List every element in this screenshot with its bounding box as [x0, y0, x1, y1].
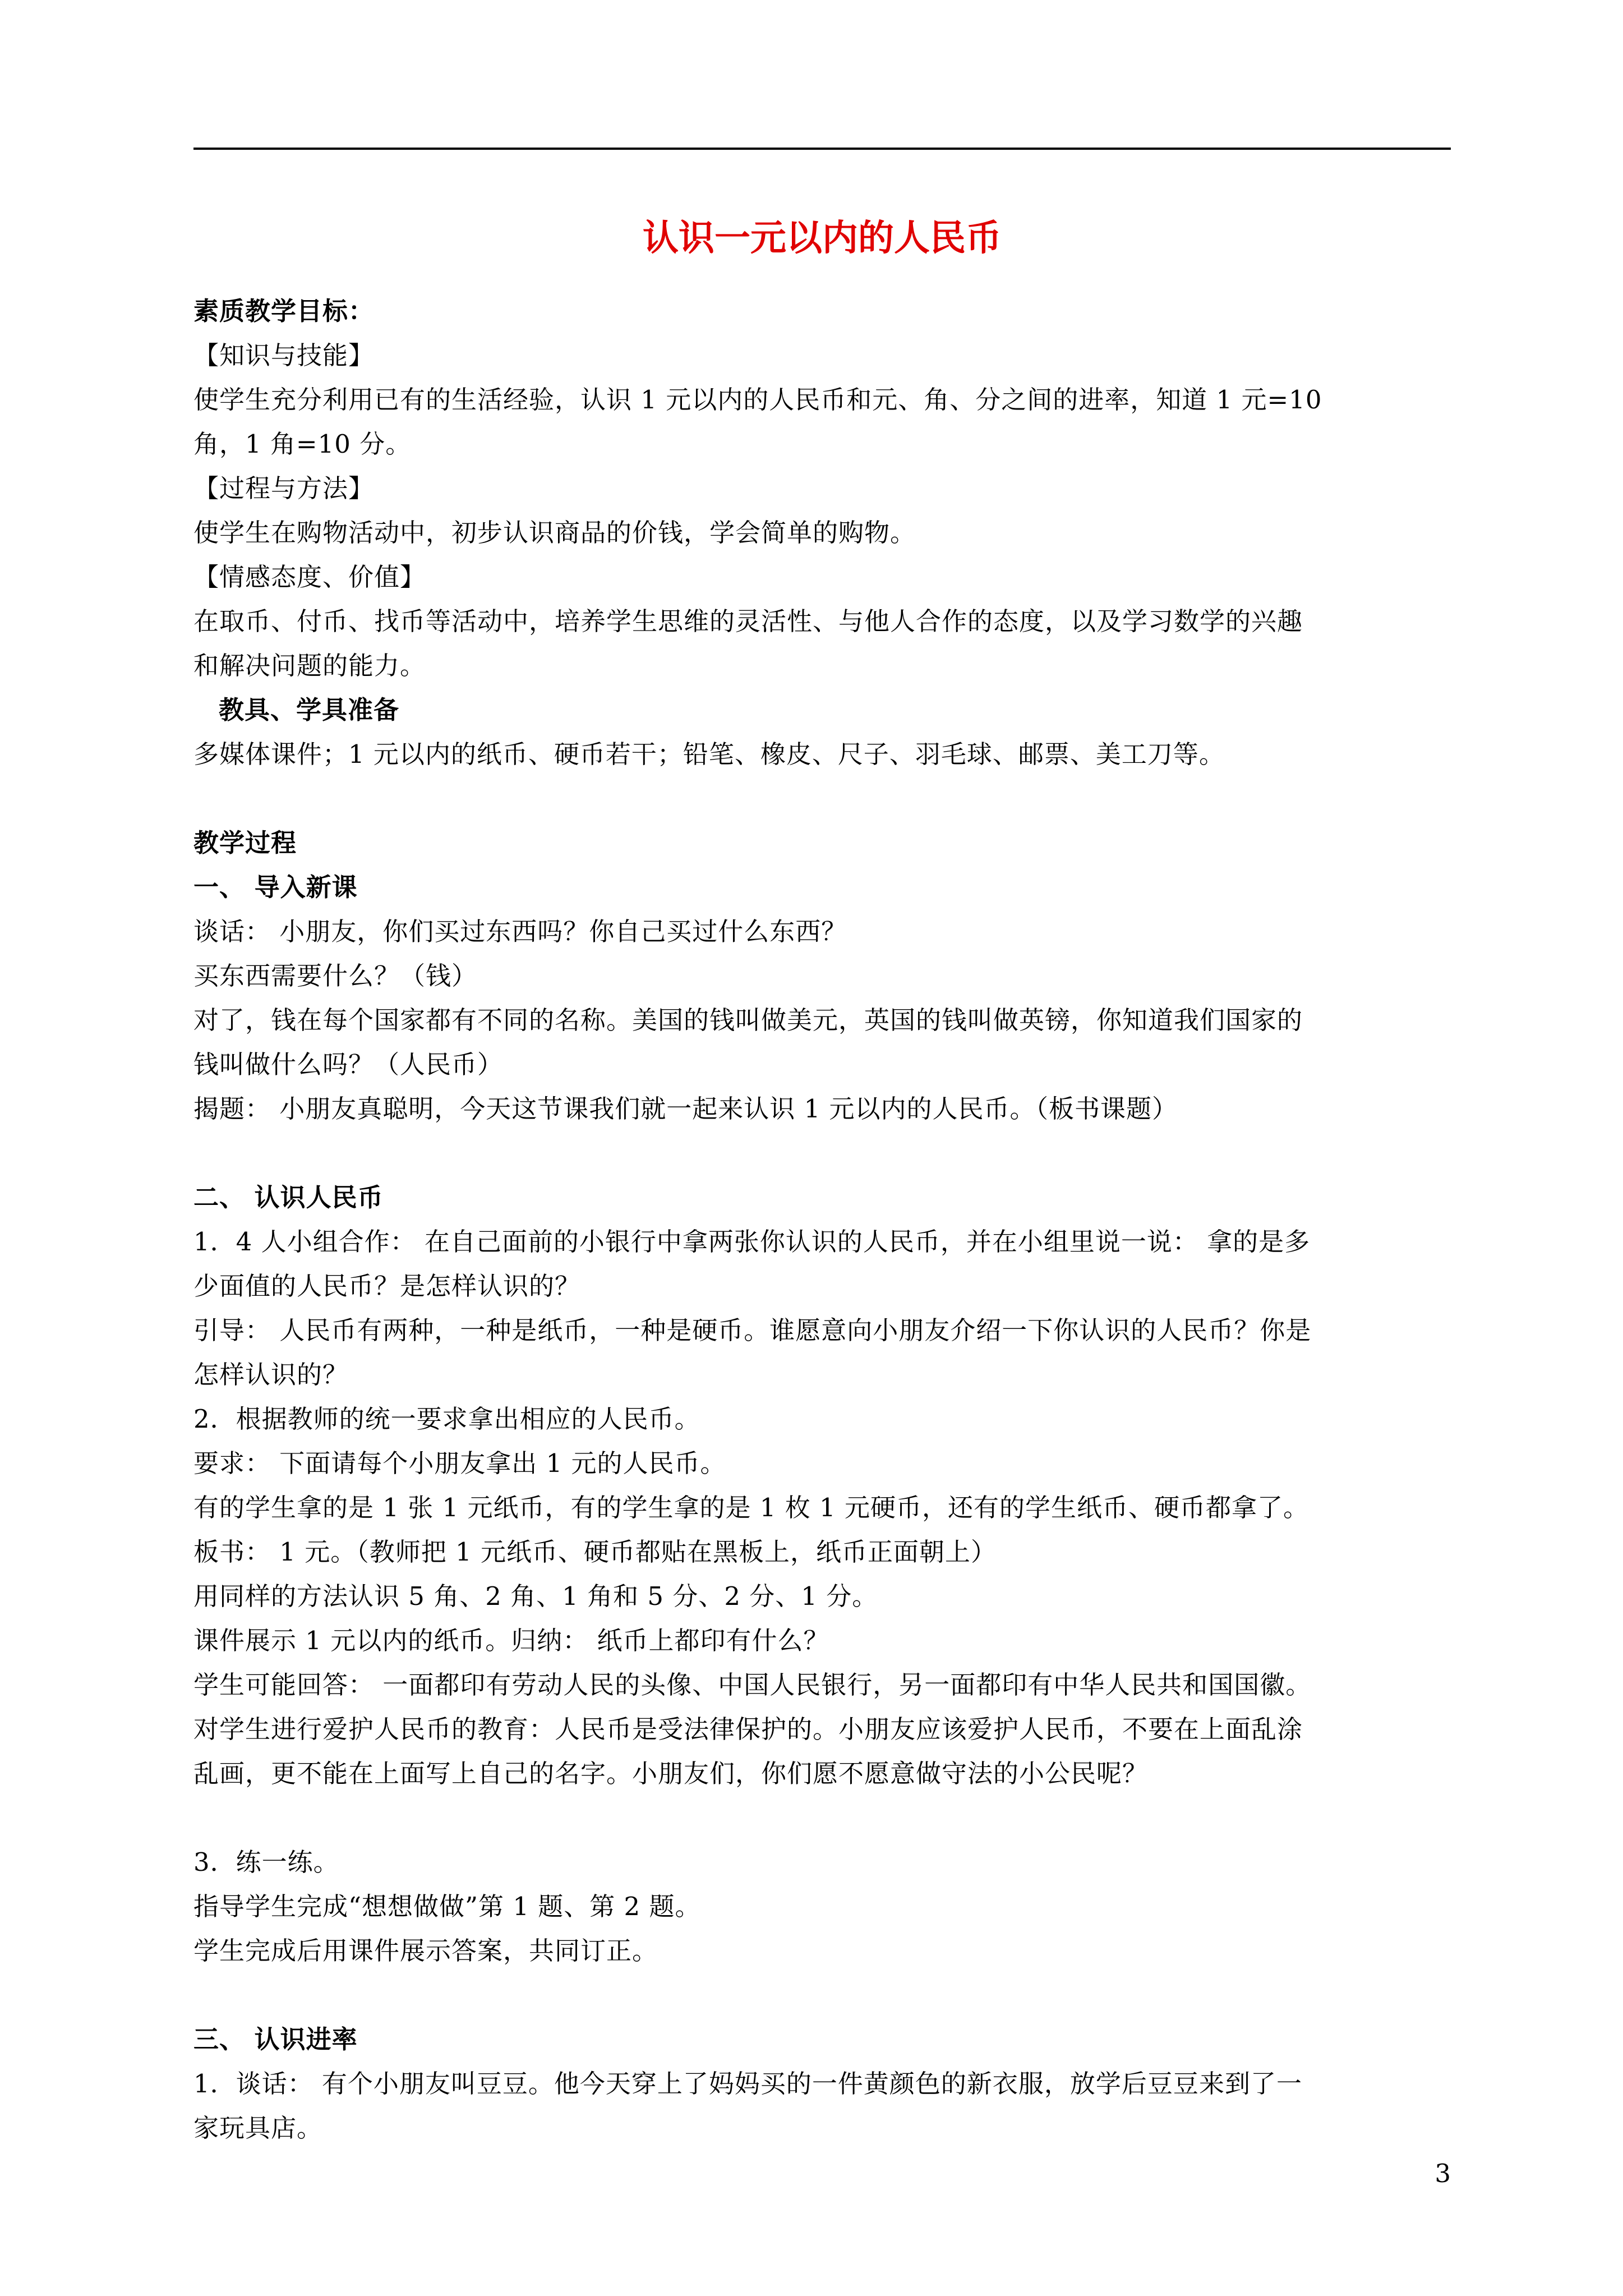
blank-line — [193, 776, 1451, 821]
paragraph-line: 乱画，更不能在上面写上自己的名字。小朋友们，你们愿不愿意做守法的小公民呢？ — [193, 1759, 1149, 1788]
paragraph-line: 1．4 人小组合作： 在自己面前的小银行中拿两张你认识的人民币，并在小组里说一说： 拿的是多 — [193, 1227, 1311, 1257]
section-heading-process: 教学过程 — [193, 828, 297, 858]
subheading-attitude: 【情感态度、价值】 — [193, 562, 426, 592]
paragraph-line: 使学生充分利用已有的生活经验，认识 1 元以内的人民币和元、角、分之间的进率，知道 1 元=10 — [193, 385, 1322, 415]
paragraph-line: 买东西需要什么？（钱） — [193, 961, 478, 991]
subheading-knowledge: 【知识与技能】 — [193, 341, 375, 370]
section-heading-goals: 素质教学目标： — [193, 296, 375, 326]
paragraph-line: 1．谈话： 有个小朋友叫豆豆。他今天穿上了妈妈买的一件黄颜色的新衣服，放学后豆豆来到了一 — [193, 2069, 1302, 2099]
section-heading-rmb: 二、 认识人民币 — [193, 1182, 384, 1212]
paragraph-line: 有的学生拿的是 1 张 1 元纸币，有的学生拿的是 1 枚 1 元硬币，还有的学生纸币、硬币都拿了。 — [193, 1493, 1309, 1522]
paragraph-line: 对学生进行爱护人民币的教育：人民币是受法律保护的。小朋友应该爱护人民币，不要在上面乱涂 — [193, 1714, 1303, 1744]
paragraph-line: 课件展示 1 元以内的纸币。归纳： 纸币上都印有什么？ — [193, 1626, 829, 1655]
document-body — [193, 289, 1451, 2150]
paragraph-line: 家玩具店。 — [193, 2113, 323, 2143]
document-title: 认识一元以内的人民币 — [643, 217, 1002, 259]
paragraph-line: 角，1 角=10 分。 — [193, 429, 412, 459]
paragraph-line: 对了，钱在每个国家都有不同的名称。美国的钱叫做美元，英国的钱叫做英镑，你知道我们国家的 — [193, 1005, 1303, 1035]
paragraph-line: 和解决问题的能力。 — [193, 651, 426, 680]
section-heading-intro: 一、 导入新课 — [193, 872, 358, 902]
paragraph-line: 学生完成后用课件展示答案，共同订正。 — [193, 1936, 658, 1966]
paragraph-line: 使学生在购物活动中，初步认识商品的价钱，学会简单的购物。 — [193, 518, 916, 547]
page-number: 3 — [1435, 2159, 1451, 2188]
paragraph-line: 多媒体课件；1 元以内的纸币、硬币若干；铅笔、橡皮、尺子、羽毛球、邮票、美工刀等。 — [193, 739, 1225, 769]
paragraph-line: 指导学生完成“想想做做”第 1 题、第 2 题。 — [193, 1892, 701, 1921]
paragraph-line: 板书： 1 元。（教师把 1 元纸币、硬币都贴在黑板上，纸币正面朝上） — [193, 1537, 997, 1567]
paragraph-line: 在取币、付币、找币等活动中，培养学生思维的灵活性、与他人合作的态度，以及学习数学的兴趣 — [193, 606, 1303, 636]
paragraph-line: 少面值的人民币？是怎样认识的？ — [193, 1271, 581, 1301]
paragraph-line: 要求： 下面请每个小朋友拿出 1 元的人民币。 — [193, 1448, 726, 1478]
paragraph-line: 3．练一练。 — [193, 1847, 339, 1877]
paragraph-line: 怎样认识的？ — [193, 1360, 349, 1389]
blank-line — [193, 1796, 1451, 1840]
header-rule — [193, 148, 1451, 150]
paragraph-line: 揭题： 小朋友真聪明，今天这节课我们就一起来认识 1 元以内的人民币。（板书课题） — [193, 1094, 1178, 1124]
paragraph-line: 谈话： 小朋友，你们买过东西吗？你自己买过什么东西？ — [193, 917, 847, 946]
section-heading-materials: 教具、学具准备 — [219, 695, 400, 725]
paragraph-line: 用同样的方法认识 5 角、2 角、1 角和 5 分、2 分、1 分。 — [193, 1581, 878, 1611]
paragraph-line: 钱叫做什么吗？（人民币） — [193, 1050, 504, 1079]
blank-line — [193, 1973, 1451, 2017]
paragraph-line: 引导： 人民币有两种，一种是纸币，一种是硬币。谁愿意向小朋友介绍一下你认识的人民币？你是 — [193, 1315, 1312, 1345]
section-heading-rates: 三、 认识进率 — [193, 2024, 358, 2054]
subheading-process: 【过程与方法】 — [193, 473, 375, 503]
blank-line — [193, 1131, 1451, 1175]
paragraph-line: 2．根据教师的统一要求拿出相应的人民币。 — [193, 1404, 700, 1434]
paragraph-line: 学生可能回答： 一面都印有劳动人民的头像、中国人民银行，另一面都印有中华人民共和国国徽。 — [193, 1670, 1312, 1700]
